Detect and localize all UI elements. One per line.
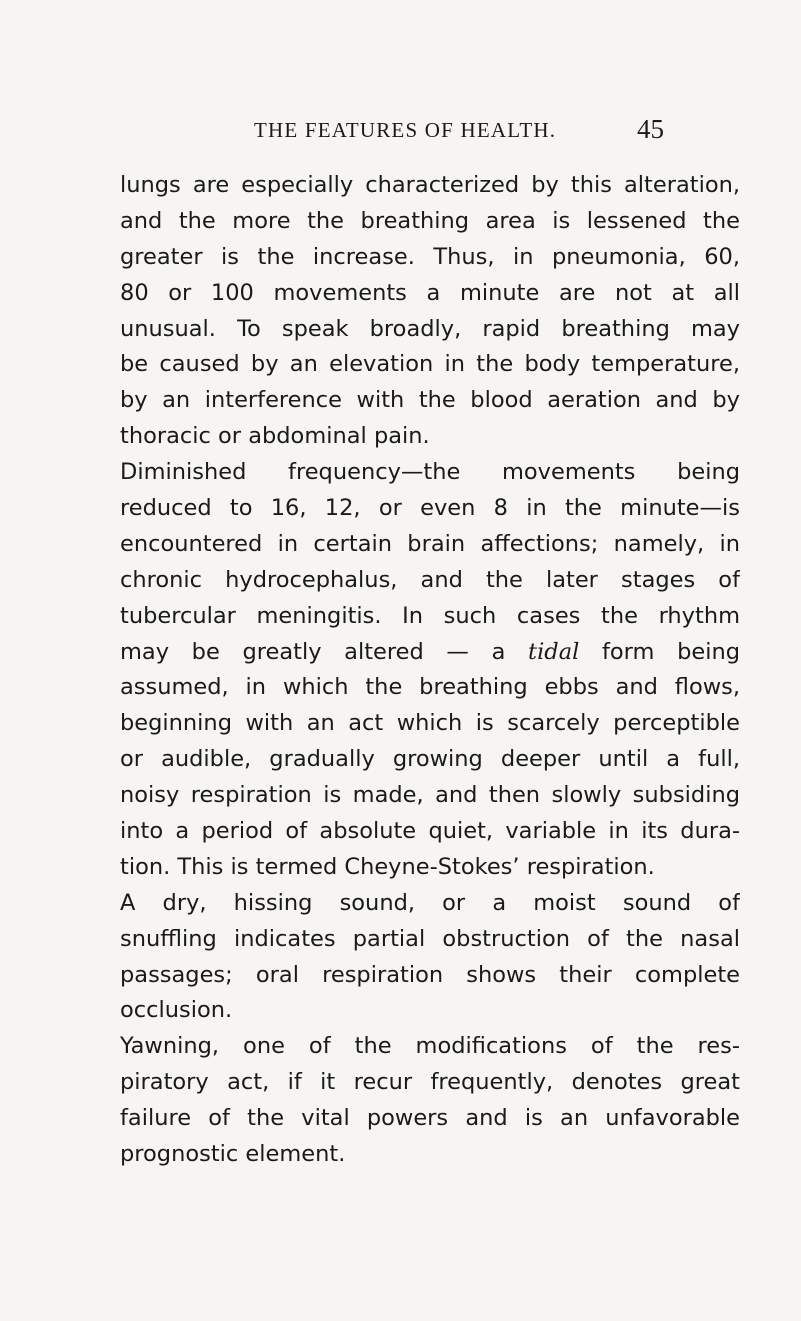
- text-line: be caused by an elevation in the body temperature,: [120, 351, 740, 378]
- text-line: unusual. To speak broadly, rapid breathing may: [120, 315, 740, 342]
- text-line: reduced to 16, 12, or even 8 in the minute—is: [120, 495, 740, 522]
- text-line: thoracic or abdominal pain.: [120, 423, 430, 450]
- running-head-title: THE FEATURES OF HEALTH.: [254, 118, 557, 142]
- text-line: beginning with an act which is scarcely perceptible: [120, 710, 740, 737]
- text-line: passages; oral respiration shows their complete: [120, 961, 740, 988]
- body-text: [120, 168, 740, 1173]
- text-line: snuffling indicates partial obstruction of the nasal: [120, 925, 740, 952]
- text-line-with-italic: [120, 635, 740, 671]
- text-line: Yawning, one of the modifications of the res-: [120, 1033, 740, 1060]
- text-line: tubercular meningitis. In such cases the rhythm: [120, 602, 740, 629]
- text-line: encountered in certain brain affections; namely, in: [120, 530, 740, 557]
- text-line: by an interference with the blood aeration and by: [120, 387, 740, 414]
- text-line: failure of the vital powers and is an unfavorable: [120, 1105, 740, 1132]
- text-line: noisy respiration is made, and then slowly subsiding: [120, 782, 740, 809]
- text-line: assumed, in which the breathing ebbs and flows,: [120, 674, 740, 701]
- text-line: chronic hydrocephalus, and the later stages of: [120, 566, 740, 593]
- italic-term: tidal: [528, 638, 580, 665]
- text-line: and the more the breathing area is lessened the: [120, 207, 740, 234]
- text-line: prognostic element.: [120, 1141, 346, 1168]
- text-line: A dry, hissing sound, or a moist sound of: [120, 889, 740, 916]
- text-line: or audible, gradually growing deeper until a full,: [120, 746, 740, 773]
- page-number: 45: [637, 114, 664, 144]
- text-line: piratory act, if it recur frequently, denotes great: [120, 1069, 740, 1096]
- text-line: occlusion.: [120, 997, 233, 1024]
- running-head: [0, 110, 801, 150]
- text-line: 80 or 100 movements a minute are not at all: [120, 279, 740, 306]
- text-line: lungs are especially characterized by this alteration,: [120, 172, 740, 198]
- text-line: Diminished frequency—the movements being: [120, 459, 740, 486]
- text-line: into a period of absolute quiet, variable in its dura-: [120, 818, 740, 845]
- text-segment: form being: [601, 638, 740, 665]
- text-line: greater is the increase. Thus, in pneumonia, 60,: [120, 243, 740, 270]
- text-segment: may be greatly altered — a: [120, 638, 506, 665]
- text-line: tion. This is termed Cheyne-Stokes’ respiration.: [120, 853, 655, 880]
